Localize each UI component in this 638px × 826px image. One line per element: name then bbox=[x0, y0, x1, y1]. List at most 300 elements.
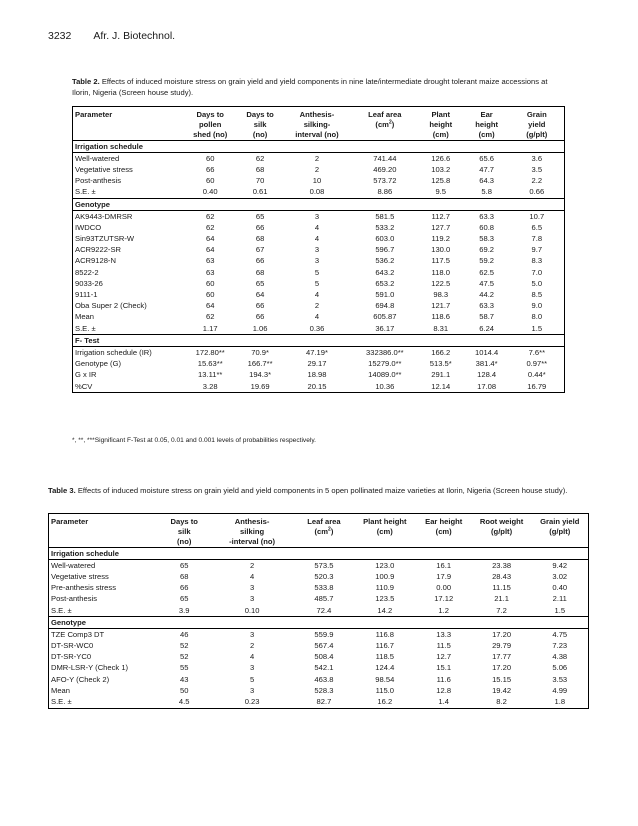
section-header-row bbox=[49, 617, 589, 629]
table2-caption-text: Effects of induced moisture stress on grain yield and yield components in nine late/intermediate drought tolerant maize accessions at Ilorin, Nigeria (Screen house study). bbox=[72, 77, 548, 97]
table-cell: 0.97** bbox=[526, 359, 548, 369]
table-cell: 14089.0** bbox=[368, 370, 402, 380]
table-cell: 130.0 bbox=[431, 245, 451, 255]
col-asi: Anthesis- silking -interval (no) bbox=[210, 514, 294, 548]
section-header-row bbox=[73, 141, 565, 153]
table-cell: 17.20 bbox=[492, 629, 512, 639]
table-cell: 63 bbox=[205, 267, 215, 277]
row-label: Vegetative stress bbox=[75, 164, 133, 174]
table-cell: 17.9 bbox=[436, 571, 452, 581]
col-parameter: Parameter bbox=[73, 107, 183, 141]
table-cell: 567.4 bbox=[314, 641, 334, 651]
row-label: Well-watered bbox=[75, 153, 120, 163]
table-cell: 50 bbox=[179, 685, 189, 695]
table-cell: 15.63** bbox=[197, 359, 223, 369]
table3-caption-text: Effects of induced moisture stress on grain yield and yield components in 5 open pollinated maize varieties at Ilorin, Nigeria (Screen house study). bbox=[77, 486, 568, 495]
table-cell: 603.0 bbox=[375, 234, 395, 244]
section-header-row bbox=[49, 548, 589, 560]
table-cell: 8.86 bbox=[352, 187, 418, 199]
table-cell: 29.79 bbox=[492, 641, 512, 651]
table-cell: 19.42 bbox=[492, 685, 512, 695]
table-cell: 68 bbox=[255, 267, 265, 277]
table-cell: 118.0 bbox=[431, 267, 450, 277]
table-cell: 68 bbox=[179, 571, 189, 581]
table-cell: 15.15 bbox=[492, 674, 512, 684]
running-header bbox=[48, 30, 175, 42]
col-leaf-area: Leaf area $(cm^2)$ bbox=[294, 514, 354, 548]
section-title: Irrigation schedule bbox=[73, 141, 565, 153]
col-grain-yield: Grain yield (g/plt) bbox=[510, 107, 565, 141]
table-cell: 694.8 bbox=[375, 301, 395, 311]
col-grain-yield: Grain yield (g/plt) bbox=[532, 514, 589, 548]
table-cell: 2 bbox=[314, 164, 320, 174]
table-cell: 3.02 bbox=[552, 571, 568, 581]
table-cell: 67 bbox=[255, 245, 265, 255]
table-cell: 741.44 bbox=[373, 153, 397, 163]
row-label: Post-anthesis bbox=[75, 176, 122, 186]
col-asi: Anthesis- silking- interval (no) bbox=[282, 107, 352, 141]
row-label: Pre-anthesis stress bbox=[51, 583, 116, 593]
table-cell: 1.5 bbox=[510, 323, 565, 335]
table-cell: 65 bbox=[179, 560, 189, 570]
row-label: IWDCO bbox=[75, 222, 102, 232]
col-leaf-area: Leaf area $(cm^2)$ bbox=[352, 107, 418, 141]
table-cell: 82.7 bbox=[294, 696, 354, 708]
table-cell: 528.3 bbox=[314, 685, 334, 695]
table-cell: 103.2 bbox=[431, 164, 451, 174]
table-cell: 128.4 bbox=[477, 370, 497, 380]
table-cell: 28.43 bbox=[492, 571, 512, 581]
table-cell: 166.2 bbox=[431, 347, 451, 357]
page-number: 3232 bbox=[48, 30, 72, 42]
table-cell: 66 bbox=[205, 164, 215, 174]
section-header-row bbox=[73, 198, 565, 210]
table-cell: 605.87 bbox=[373, 312, 397, 322]
table-cell: 15279.0** bbox=[368, 359, 402, 369]
table-cell: 126.6 bbox=[431, 153, 451, 163]
table-cell: 9.42 bbox=[552, 560, 568, 570]
table-cell: 14.2 bbox=[354, 605, 416, 617]
table-cell: 7.2 bbox=[472, 605, 532, 617]
table-cell: 23.38 bbox=[492, 560, 512, 570]
table-cell: 1.06 bbox=[238, 323, 282, 335]
row-label: S.E. ± bbox=[49, 696, 159, 708]
table-row bbox=[49, 674, 589, 685]
row-label: Vegetative stress bbox=[51, 571, 109, 581]
table-cell: 116.7 bbox=[375, 641, 395, 651]
table-cell: 3 bbox=[249, 663, 255, 673]
table-cell: 581.5 bbox=[375, 211, 395, 221]
table-cell: 8.5 bbox=[531, 290, 543, 300]
row-label: G x IR bbox=[75, 370, 97, 380]
table-row bbox=[73, 347, 565, 359]
table-cell: 533.2 bbox=[375, 222, 395, 232]
table-cell: 64 bbox=[205, 301, 215, 311]
table-row bbox=[73, 301, 565, 312]
section-title: Genotype bbox=[73, 198, 565, 210]
table-cell: 2.2 bbox=[531, 176, 543, 186]
table-cell: 16.79 bbox=[527, 381, 547, 391]
table-cell: 381.4* bbox=[475, 359, 498, 369]
table-cell: 117.5 bbox=[431, 256, 450, 266]
table-cell: 121.7 bbox=[431, 301, 451, 311]
table-cell: 72.4 bbox=[294, 605, 354, 617]
table-cell: 65 bbox=[255, 211, 265, 221]
table-cell: 16.1 bbox=[436, 560, 452, 570]
table-cell: 17.08 bbox=[477, 381, 497, 391]
table-row bbox=[73, 289, 565, 300]
table2 bbox=[72, 106, 565, 393]
table-cell: 15.1 bbox=[436, 663, 452, 673]
table-cell: 4 bbox=[314, 234, 320, 244]
col-plant-height: Plant height (cm) bbox=[418, 107, 464, 141]
table-cell: 6.24 bbox=[464, 323, 510, 335]
table-cell: 1.17 bbox=[182, 323, 238, 335]
table-cell: 573.5 bbox=[314, 560, 334, 570]
table-cell: 8.31 bbox=[418, 323, 464, 335]
table-cell: 3 bbox=[249, 594, 255, 604]
table-cell: 2 bbox=[314, 153, 320, 163]
table-cell: 4 bbox=[314, 222, 320, 232]
table-cell: 1.8 bbox=[532, 696, 589, 708]
table-cell: 127.7 bbox=[431, 222, 451, 232]
table-cell: 21.1 bbox=[494, 594, 509, 604]
table-cell: 98.3 bbox=[433, 290, 449, 300]
row-label: S.E. ± bbox=[49, 605, 159, 617]
table-cell: 100.9 bbox=[375, 571, 395, 581]
table-cell: 0.40 bbox=[552, 583, 568, 593]
table-cell: 10.36 bbox=[375, 381, 395, 391]
table3-caption bbox=[48, 485, 589, 496]
table-cell: 7.23 bbox=[552, 641, 568, 651]
table-cell: 9.7 bbox=[531, 245, 543, 255]
table-cell: 58.3 bbox=[479, 234, 495, 244]
table-cell: 62 bbox=[205, 222, 215, 232]
row-label: AFO-Y (Check 2) bbox=[51, 674, 110, 684]
table-cell: 3 bbox=[314, 245, 320, 255]
table-cell: 1014.4 bbox=[475, 347, 499, 357]
table-cell: 7.6** bbox=[528, 347, 546, 357]
table-row bbox=[49, 571, 589, 582]
table-cell: 43 bbox=[179, 674, 189, 684]
table-cell: 123.5 bbox=[375, 594, 395, 604]
table-cell: 5.0 bbox=[531, 278, 543, 288]
table-cell: 12.8 bbox=[436, 685, 452, 695]
table-cell: 9.5 bbox=[418, 187, 464, 199]
table-cell: 0.10 bbox=[210, 605, 294, 617]
table-cell: 1.2 bbox=[416, 605, 472, 617]
table-row bbox=[49, 583, 589, 594]
table-cell: 291.1 bbox=[431, 370, 451, 380]
row-label: ACR9222-SR bbox=[75, 245, 122, 255]
table-cell: 8.0 bbox=[531, 312, 543, 322]
table-cell: 18.98 bbox=[307, 370, 327, 380]
table-cell: 172.80** bbox=[195, 347, 225, 357]
row-label: 9111-1 bbox=[75, 290, 98, 300]
table-cell: 4.5 bbox=[158, 696, 210, 708]
table-cell: 115.0 bbox=[375, 685, 395, 695]
col-ear-height: Ear height (cm) bbox=[464, 107, 510, 141]
table-cell: 110.9 bbox=[375, 583, 395, 593]
col-days-to-silk: Days to silk (no) bbox=[238, 107, 282, 141]
table-cell: 559.9 bbox=[314, 629, 334, 639]
table-cell: 11.15 bbox=[492, 583, 511, 593]
row-label: Mean bbox=[75, 312, 94, 322]
table-row bbox=[73, 256, 565, 267]
table-cell: 0.36 bbox=[282, 323, 352, 335]
table-cell: 6.5 bbox=[531, 222, 543, 232]
table-cell: 10 bbox=[312, 176, 322, 186]
table-cell: 3 bbox=[249, 629, 255, 639]
table-cell: 0.00 bbox=[436, 583, 452, 593]
table-cell: 4 bbox=[314, 290, 320, 300]
table2-caption bbox=[72, 76, 565, 98]
table-cell: 36.17 bbox=[352, 323, 418, 335]
table-cell: 47.7 bbox=[479, 164, 495, 174]
table-cell: 98.54 bbox=[375, 674, 395, 684]
col-days-to-silk: Days to silk (no) bbox=[158, 514, 210, 548]
col-ear-height: Ear height (cm) bbox=[416, 514, 472, 548]
row-label: Well-watered bbox=[51, 560, 96, 570]
table-cell: 536.2 bbox=[375, 256, 395, 266]
table3-label: Table 3. bbox=[48, 486, 76, 495]
row-label: %CV bbox=[75, 381, 93, 391]
table-cell: 0.40 bbox=[182, 187, 238, 199]
table-cell: 70.9* bbox=[251, 347, 269, 357]
table-cell: 194.3* bbox=[249, 370, 272, 380]
table-cell: 5 bbox=[314, 278, 320, 288]
row-label: S.E. ± bbox=[73, 323, 183, 335]
table-row bbox=[73, 176, 565, 187]
col-plant-height: Plant height (cm) bbox=[354, 514, 416, 548]
row-label: DMR-LSR-Y (Check 1) bbox=[51, 663, 129, 673]
table-row bbox=[49, 605, 589, 617]
table-row bbox=[73, 222, 565, 233]
table-cell: 62 bbox=[255, 153, 265, 163]
table-row bbox=[49, 560, 589, 572]
col-parameter: Parameter bbox=[49, 514, 159, 548]
table-cell: 62.5 bbox=[479, 267, 495, 277]
row-label: 9033-26 bbox=[75, 278, 103, 288]
row-label: AK9443-DMRSR bbox=[75, 211, 133, 221]
table-cell: 4 bbox=[314, 312, 320, 322]
table-cell: 63.3 bbox=[479, 301, 495, 311]
table-cell: 19.69 bbox=[250, 381, 270, 391]
table-row bbox=[49, 641, 589, 652]
table-cell: 463.8 bbox=[314, 674, 334, 684]
table-cell: 4.75 bbox=[552, 629, 568, 639]
table-cell: 65 bbox=[179, 594, 189, 604]
table-cell: 5.06 bbox=[552, 663, 568, 673]
table-cell: 64 bbox=[205, 234, 215, 244]
journal-name: Afr. J. Biotechnol. bbox=[93, 30, 176, 42]
table-cell: 4.38 bbox=[552, 652, 568, 662]
table-cell: 20.15 bbox=[307, 381, 327, 391]
row-label: Sin93TZUTSR-W bbox=[75, 234, 135, 244]
table-cell: 64 bbox=[255, 290, 265, 300]
table2-footnote: *, **, ***Significant F-Test at 0.05, 0.01 and 0.001 levels of probabilities respectively. bbox=[72, 437, 316, 444]
table-cell: 112.7 bbox=[431, 211, 450, 221]
section-title: Irrigation schedule bbox=[49, 548, 589, 560]
table-row bbox=[73, 187, 565, 199]
table-cell: 3 bbox=[249, 583, 255, 593]
table-cell: 70 bbox=[255, 176, 265, 186]
table3 bbox=[48, 513, 589, 709]
table-cell: 513.5* bbox=[429, 359, 452, 369]
table-cell: 8.2 bbox=[472, 696, 532, 708]
table-cell: 69.2 bbox=[479, 245, 495, 255]
table-cell: 60 bbox=[205, 176, 215, 186]
table-cell: 2 bbox=[249, 641, 255, 651]
table-cell: 68 bbox=[255, 164, 265, 174]
table-cell: 3.28 bbox=[202, 381, 218, 391]
table-cell: 123.0 bbox=[375, 560, 395, 570]
table-cell: 0.61 bbox=[238, 187, 282, 199]
table-cell: 0.66 bbox=[510, 187, 565, 199]
table-cell: 46 bbox=[179, 629, 189, 639]
table-cell: 60.8 bbox=[479, 222, 495, 232]
table-cell: 0.44* bbox=[527, 370, 546, 380]
row-label: S.E. ± bbox=[73, 187, 183, 199]
table-cell: 2 bbox=[314, 301, 320, 311]
table-cell: 596.7 bbox=[375, 245, 395, 255]
row-label: TZE Comp3 DT bbox=[51, 629, 105, 639]
table-cell: 47.19* bbox=[306, 347, 328, 357]
table3-header-row bbox=[49, 514, 589, 548]
table-row bbox=[49, 696, 589, 708]
table-cell: 0.08 bbox=[282, 187, 352, 199]
table-cell: 653.2 bbox=[375, 278, 395, 288]
table-cell: 11.5 bbox=[436, 641, 451, 651]
table-cell: 122.5 bbox=[431, 278, 451, 288]
table-cell: 0.23 bbox=[210, 696, 294, 708]
table-row bbox=[73, 359, 565, 370]
table-cell: 13.3 bbox=[436, 629, 452, 639]
table-cell: 2.11 bbox=[552, 594, 567, 604]
table-cell: 52 bbox=[179, 641, 189, 651]
table-cell: 124.4 bbox=[375, 663, 395, 673]
table-row bbox=[73, 245, 565, 256]
table-cell: 4 bbox=[249, 571, 255, 581]
table-cell: 542.1 bbox=[314, 663, 334, 673]
table-row bbox=[49, 629, 589, 641]
table-cell: 643.2 bbox=[375, 267, 395, 277]
table-cell: 52 bbox=[179, 652, 189, 662]
row-label: Post-anthesis bbox=[51, 594, 98, 604]
table-cell: 3.53 bbox=[552, 674, 568, 684]
table-cell: 4.99 bbox=[552, 685, 568, 695]
table-cell: 1.4 bbox=[416, 696, 472, 708]
table-row bbox=[49, 594, 589, 605]
table-cell: 66 bbox=[255, 301, 265, 311]
table-cell: 8.3 bbox=[531, 256, 543, 266]
table-row bbox=[73, 323, 565, 335]
table-row bbox=[49, 652, 589, 663]
row-label: Irrigation schedule (IR) bbox=[75, 347, 152, 357]
section-header-row bbox=[73, 335, 565, 347]
row-label: 8522-2 bbox=[75, 267, 99, 277]
table-cell: 12.14 bbox=[431, 381, 451, 391]
table-cell: 3 bbox=[314, 256, 320, 266]
table-cell: 60 bbox=[205, 290, 215, 300]
row-label: Oba Super 2 (Check) bbox=[75, 301, 147, 311]
table-row bbox=[73, 381, 565, 393]
table-cell: 166.7** bbox=[247, 359, 273, 369]
table-row bbox=[73, 211, 565, 223]
table-cell: 64.3 bbox=[479, 176, 495, 186]
table-cell: 17.12 bbox=[434, 594, 454, 604]
table-cell: 63.3 bbox=[479, 211, 495, 221]
table-cell: 63 bbox=[205, 256, 215, 266]
table-cell: 66 bbox=[255, 312, 265, 322]
table-cell: 12.7 bbox=[436, 652, 452, 662]
table-cell: 116.8 bbox=[375, 629, 395, 639]
table-cell: 65.6 bbox=[479, 153, 495, 163]
table-cell: 66 bbox=[255, 222, 265, 232]
table-cell: 10.7 bbox=[529, 211, 545, 221]
table-row bbox=[73, 153, 565, 165]
col-days-to-pollen: Days to pollen shed (no) bbox=[182, 107, 238, 141]
row-label: Genotype (G) bbox=[75, 359, 122, 369]
table-cell: 60 bbox=[205, 153, 215, 163]
table-cell: 332386.0** bbox=[366, 347, 404, 357]
table-cell: 64 bbox=[205, 245, 215, 255]
row-label: ACR9128-N bbox=[75, 256, 116, 266]
table-row bbox=[73, 164, 565, 175]
table-cell: 3 bbox=[249, 685, 255, 695]
table-cell: 58.7 bbox=[479, 312, 495, 322]
table-cell: 520.3 bbox=[314, 571, 334, 581]
table-cell: 3.9 bbox=[158, 605, 210, 617]
table-cell: 3.6 bbox=[531, 153, 543, 163]
table-cell: 66 bbox=[255, 256, 265, 266]
table-row bbox=[73, 278, 565, 289]
table-row bbox=[73, 370, 565, 381]
table-cell: 485.7 bbox=[314, 594, 334, 604]
table-cell: 62 bbox=[205, 312, 215, 322]
row-label: DT-SR-YC0 bbox=[51, 652, 92, 662]
table-cell: 3.5 bbox=[531, 164, 543, 174]
table-cell: 118.6 bbox=[431, 312, 450, 322]
table-cell: 5 bbox=[249, 674, 255, 684]
table-cell: 66 bbox=[179, 583, 189, 593]
table-cell: 1.5 bbox=[532, 605, 589, 617]
table-cell: 3 bbox=[314, 211, 320, 221]
table-cell: 119.2 bbox=[431, 234, 450, 244]
col-root-weight: Root weight (g/plt) bbox=[472, 514, 532, 548]
row-label: DT-SR-WC0 bbox=[51, 641, 94, 651]
table-cell: 4 bbox=[249, 652, 255, 662]
table2-header-row bbox=[73, 107, 565, 141]
table-cell: 65 bbox=[255, 278, 265, 288]
table-row bbox=[73, 267, 565, 278]
table-cell: 7.8 bbox=[531, 234, 543, 244]
table-row bbox=[73, 234, 565, 245]
table-row bbox=[73, 312, 565, 323]
table-cell: 5 bbox=[314, 267, 320, 277]
section-title: Genotype bbox=[49, 617, 589, 629]
table-cell: 44.2 bbox=[479, 290, 495, 300]
table-cell: 469.20 bbox=[373, 164, 397, 174]
table-cell: 591.0 bbox=[375, 290, 395, 300]
table-cell: 62 bbox=[205, 211, 215, 221]
row-label: Mean bbox=[51, 685, 70, 695]
table-row bbox=[49, 663, 589, 674]
table-cell: 29.17 bbox=[307, 359, 327, 369]
table-cell: 9.0 bbox=[531, 301, 543, 311]
table-cell: 2 bbox=[249, 560, 255, 570]
table-cell: 16.2 bbox=[354, 696, 416, 708]
